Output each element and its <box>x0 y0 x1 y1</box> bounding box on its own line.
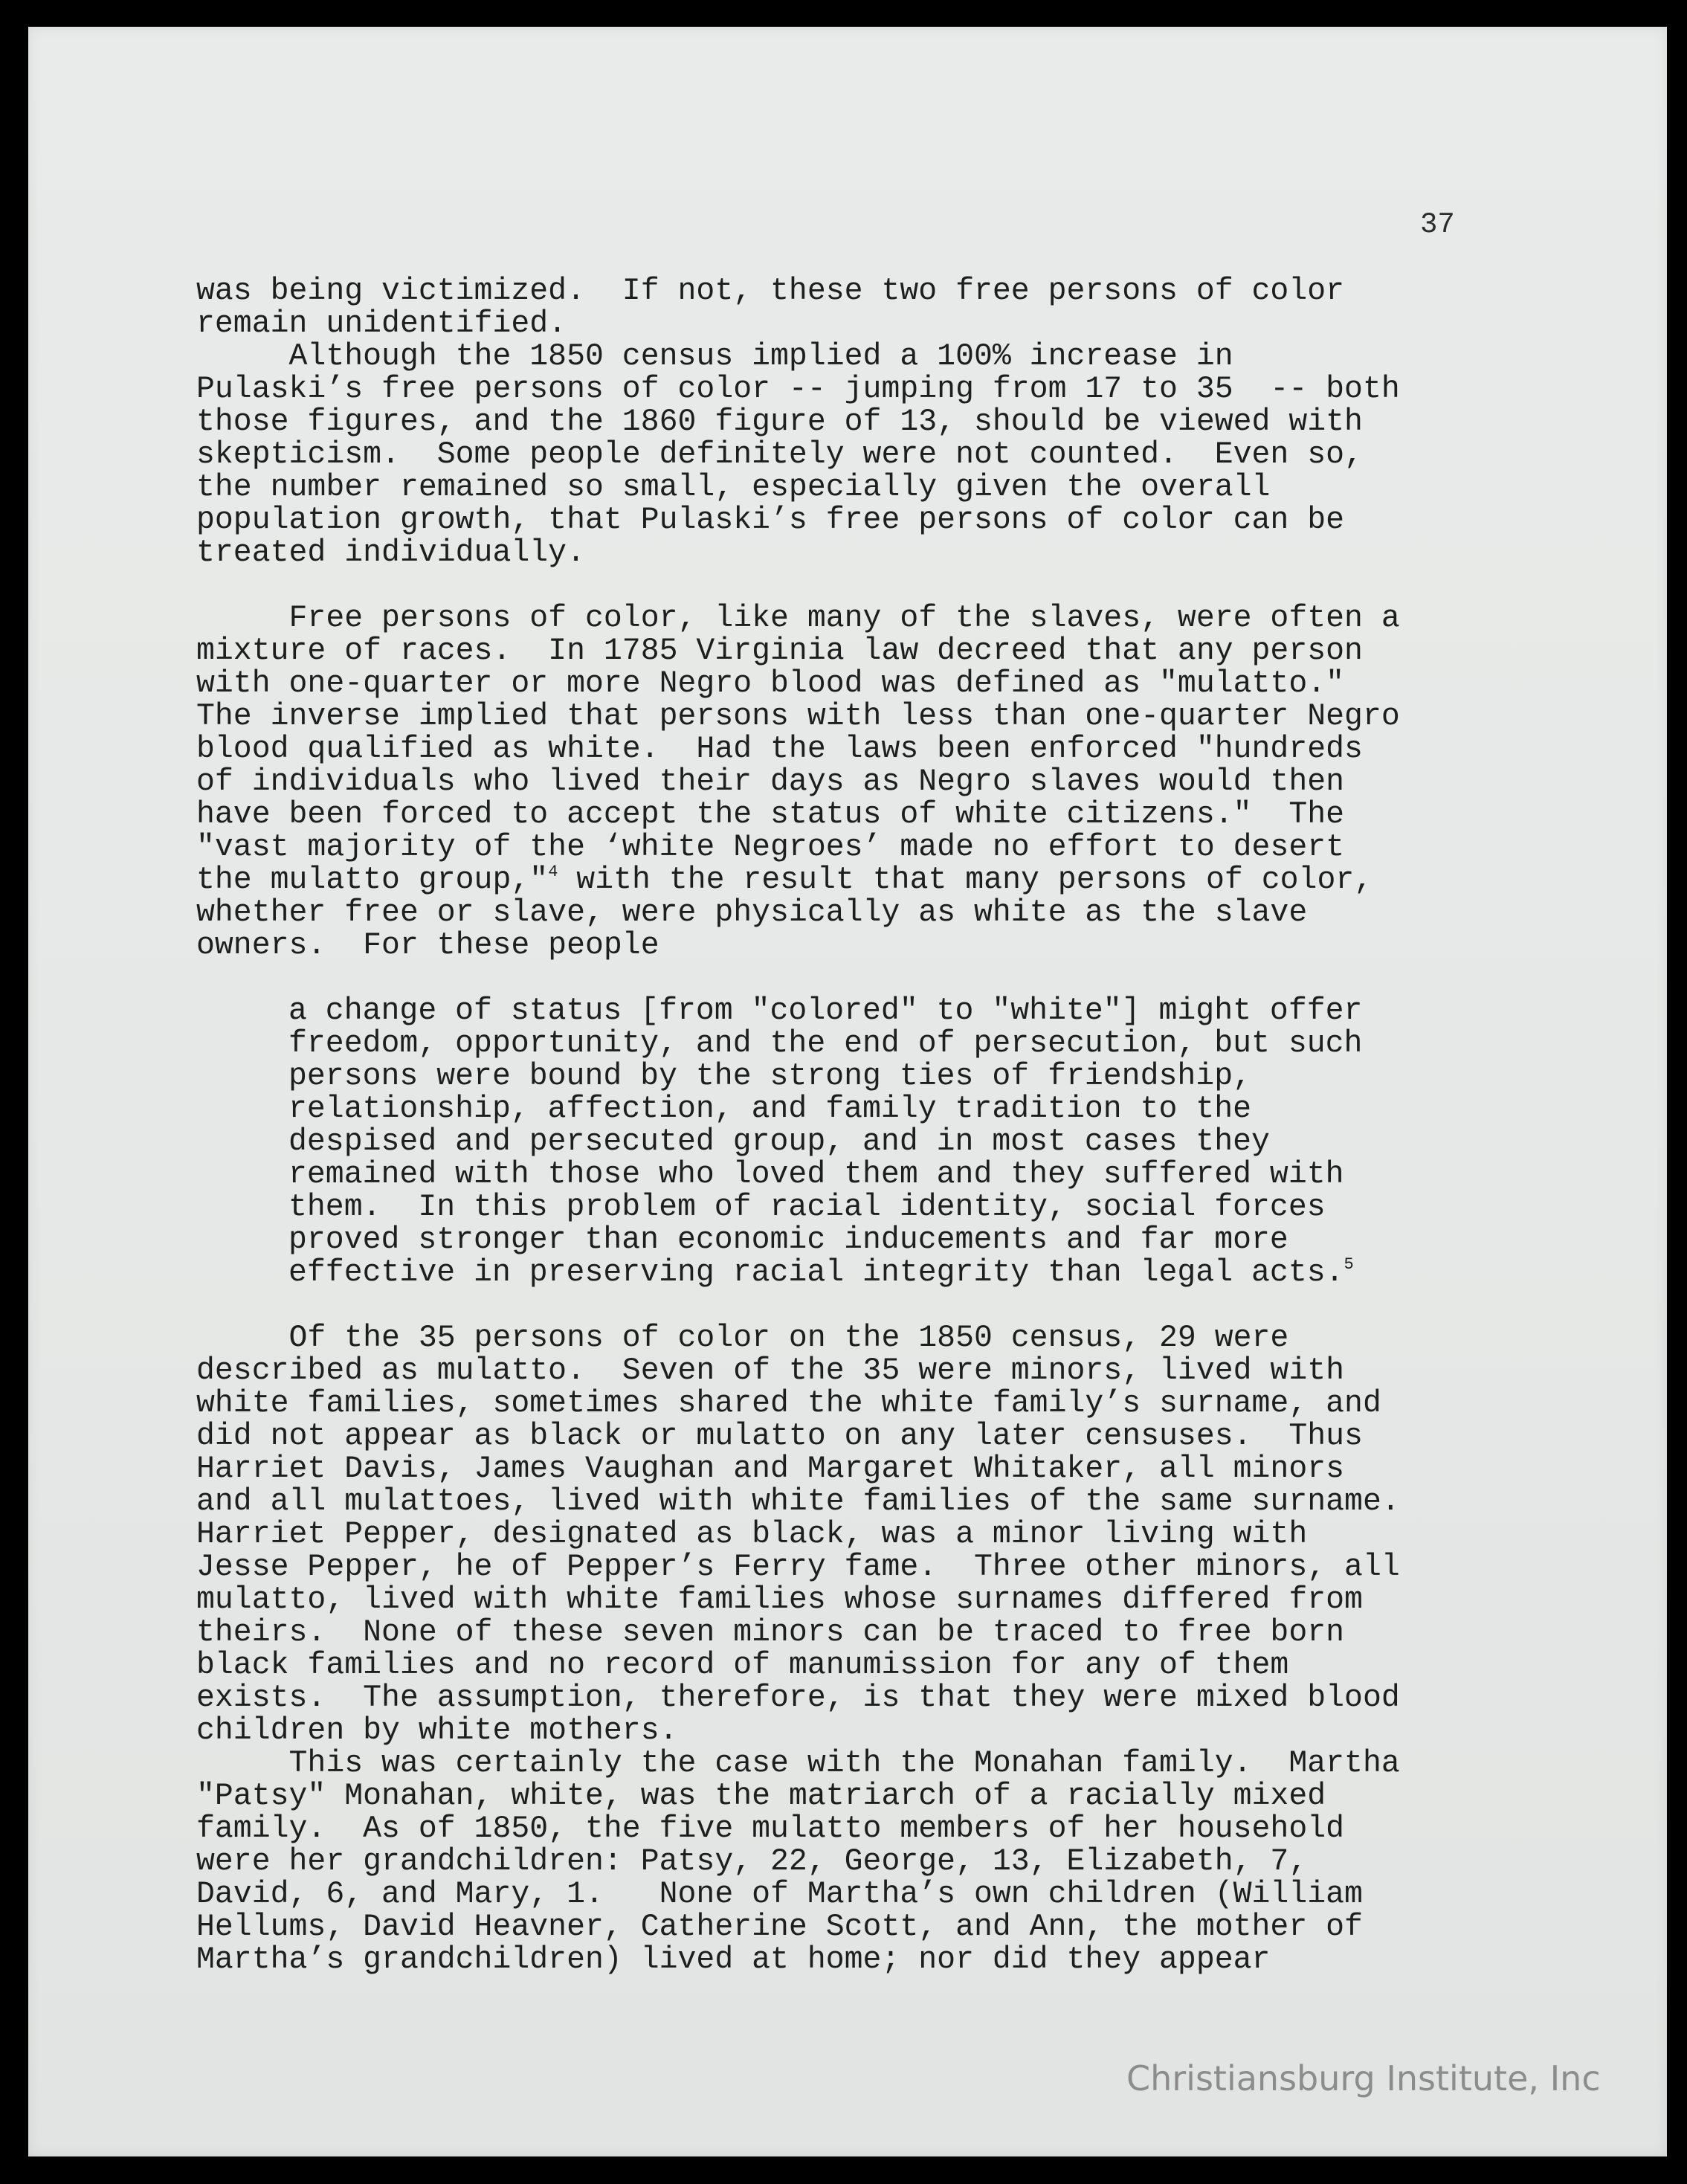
text-line: those figures, and the 1860 figure of 13, should be viewed with <box>196 405 1363 439</box>
text-line: Although the 1850 census implied a 100% increase in <box>196 339 1233 374</box>
text-line: Harriet Davis, James Vaughan and Margaret Whitaker, all minors <box>196 1452 1345 1486</box>
text-line: Martha’s grandchildren) lived at home; nor did they appear <box>196 1942 1271 1977</box>
watermark: Christiansburg Institute, Inc <box>1126 2058 1601 2098</box>
text-line: mulatto, lived with white families whose surnames differed from <box>196 1582 1363 1617</box>
text-line: the number remained so small, especially given the overall <box>196 470 1271 505</box>
text-line: white families, sometimes shared the white family’s surname, and <box>196 1386 1381 1421</box>
text-line: exists. The assumption, therefore, is that they were mixed blood <box>196 1681 1400 1716</box>
text-line: Free persons of color, like many of the slaves, were often a <box>196 601 1400 636</box>
quote-line: a change of status [from "colored" to "white"] might offer <box>288 993 1363 1028</box>
quote-line: freedom, opportunity, and the end of persecution, but such <box>288 1026 1363 1061</box>
text-line: family. As of 1850, the five mulatto members of her household <box>196 1811 1345 1846</box>
quote-line: remained with those who loved them and they suffered with <box>288 1157 1344 1192</box>
text-line: The inverse implied that persons with less than one-quarter Negro <box>196 699 1400 734</box>
text-line: blood qualified as white. Had the laws been enforced "hundreds <box>196 732 1363 767</box>
text-segment: effective in preserving racial integrity than legal acts. <box>288 1255 1344 1290</box>
text-line: have been forced to accept the status of white citizens." The <box>196 797 1345 832</box>
text-line: This was certainly the case with the Monahan family. Martha <box>196 1746 1400 1781</box>
text-line: treated individually. <box>196 535 585 570</box>
text-line: remain unidentified. <box>196 306 567 341</box>
quote-line: despised and persecuted group, and in most cases they <box>288 1124 1270 1159</box>
text-line: "vast majority of the ‘white Negroes’ made no effort to desert <box>196 830 1345 865</box>
text-line: theirs. None of these seven minors can be traced to free born <box>196 1615 1345 1650</box>
paragraph-4 <box>196 1322 1549 1747</box>
footnote-marker: 5 <box>1344 1255 1354 1274</box>
text-line: "Patsy" Monahan, white, was the matriarch of a racially mixed <box>196 1779 1326 1814</box>
block-quote <box>196 995 1549 1289</box>
text-line: children by white mothers. <box>196 1713 678 1748</box>
text-line: David, 6, and Mary, 1. None of Martha’s own children (William <box>196 1877 1363 1912</box>
text-line: owners. For these people <box>196 928 659 963</box>
quote-line: them. In this problem of racial identity, social forces <box>288 1190 1326 1225</box>
text-line: with one-quarter or more Negro blood was defined as "mulatto." <box>196 666 1345 701</box>
text-line: mixture of races. In 1785 Virginia law decreed that any person <box>196 634 1363 669</box>
text-line: did not appear as black or mulatto on any later censuses. Thus <box>196 1419 1363 1454</box>
text-line: population growth, that Pulaski’s free persons of color can be <box>196 503 1345 538</box>
text-line: whether free or slave, were physically as white as the slave <box>196 895 1308 930</box>
page-number: 37 <box>1420 208 1455 241</box>
text-line: black families and no record of manumission for any of them <box>196 1648 1289 1683</box>
text-line: Harriet Pepper, designated as black, was a minor living with <box>196 1517 1308 1552</box>
text-segment: with the result that many persons of color, <box>558 863 1373 898</box>
text-line: Hellums, David Heavner, Catherine Scott, and Ann, the mother of <box>196 1910 1363 1945</box>
footnote-marker: 4 <box>548 863 558 881</box>
paragraph-1 <box>196 275 1549 341</box>
paragraph-3 <box>196 602 1549 962</box>
text-line: and all mulattoes, lived with white families of the same surname. <box>196 1484 1400 1519</box>
paragraph-2 <box>196 341 1549 570</box>
quote-line: persons were bound by the strong ties of friendship, <box>288 1059 1252 1094</box>
text-line: Jesse Pepper, he of Pepper’s Ferry fame. Three other minors, all <box>196 1550 1400 1585</box>
paragraph-spacer <box>196 1289 1549 1322</box>
quote-line-with-footnote <box>196 1257 1549 1289</box>
text-line-with-footnote <box>196 864 1549 897</box>
text-line: of individuals who lived their days as Negro slaves would then <box>196 764 1345 799</box>
document-body <box>196 275 1549 1977</box>
quote-line: proved stronger than economic inducements and far more <box>288 1223 1288 1257</box>
text-line: were her grandchildren: Patsy, 22, George, 13, Elizabeth, 7, <box>196 1844 1308 1879</box>
text-segment: the mulatto group," <box>196 863 549 898</box>
text-line: skepticism. Some people definitely were not counted. Even so, <box>196 437 1363 472</box>
text-line: described as mulatto. Seven of the 35 were minors, lived with <box>196 1353 1345 1388</box>
paragraph-spacer <box>196 570 1549 602</box>
paragraph-spacer <box>196 962 1549 995</box>
text-line: Pulaski’s free persons of color -- jumping from 17 to 35 -- both <box>196 372 1400 407</box>
quote-line: relationship, affection, and family tradition to the <box>288 1092 1252 1127</box>
text-line: was being victimized. If not, these two free persons of color <box>196 274 1345 309</box>
text-line: Of the 35 persons of color on the 1850 census, 29 were <box>196 1321 1289 1356</box>
paragraph-5 <box>196 1747 1549 1977</box>
